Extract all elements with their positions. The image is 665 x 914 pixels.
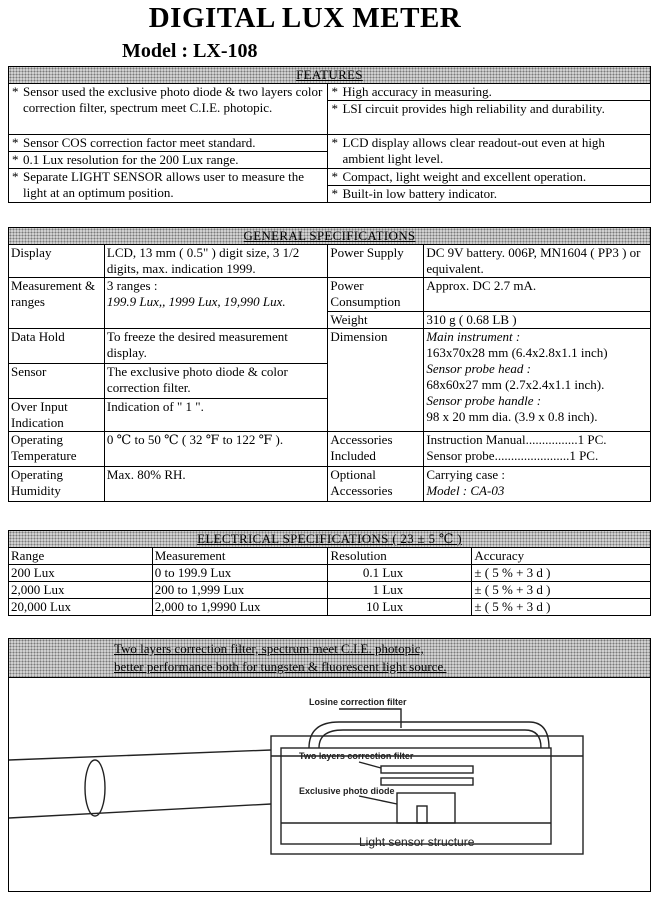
model-number: Model : LX-108	[122, 40, 258, 62]
label-structure: Light sensor structure	[359, 835, 475, 849]
table-row	[9, 599, 651, 616]
dimension-label: Dimension	[328, 329, 424, 432]
dimension-value: Main instrument : 163x70x28 mm (6.4x2.8x1.1 inch) Sensor probe head : 68x60x27 mm (2.7x2.4x1.1 inch). Sensor probe handle : 98 x 20 mm dia. (3.9 x 0.8 inch).	[424, 329, 651, 432]
feature-item: * 0.1 Lux resolution for the 200 Lux range.	[9, 152, 328, 169]
accessories-label: Accessories Included	[328, 432, 424, 467]
measurement-value: 3 ranges : 199.9 Lux,, 1999 Lux, 19,990 Lux.	[104, 278, 328, 329]
accuracy-cell: ± ( 5 % + 3 d )	[472, 599, 651, 616]
feature-item: * Sensor used the exclusive photo diode & two layers color correction filter, spectrum meet C.I.E. photopic.	[9, 84, 328, 135]
table-row	[9, 565, 651, 582]
caption-line-2: better performance both for tungsten & fluorescent light source.	[114, 659, 447, 674]
label-cosine-filter: Losine correction filter	[309, 697, 407, 707]
feature-item: * Separate LIGHT SENSOR allows user to measure the light at an optimum position.	[9, 169, 328, 203]
weight-label: Weight	[328, 311, 424, 328]
accessories-value: Instruction Manual................1 PC. Sensor probe.......................1 PC.	[424, 432, 651, 467]
operating-humidity-label: Operating Humidity	[9, 467, 105, 502]
sensor-value: The exclusive photo diode & color correction filter.	[104, 364, 328, 399]
over-input-label: Over Input Indication	[9, 399, 105, 432]
operating-temperature-value: 0 ℃ to 50 ℃ ( 32 ℉ to 122 ℉ ).	[104, 432, 328, 467]
page-title: DIGITAL LUX METER	[148, 2, 462, 34]
electrical-specs-table	[8, 547, 651, 616]
electrical-specs-header: ELECTRICAL SPECIFICATIONS ( 23 ± 5 ℃ )	[8, 530, 651, 548]
feature-item: * Compact, light weight and excellent operation.	[328, 169, 651, 186]
sensor-diagram-box	[8, 638, 651, 892]
display-value: LCD, 13 mm ( 0.5" ) digit size, 3 1/2 digits, max. indication 1999.	[104, 245, 328, 278]
sensor-label: Sensor	[9, 364, 105, 399]
features-table	[8, 83, 651, 203]
range-cell: 2,000 Lux	[9, 582, 153, 599]
measurement-cell: 2,000 to 1,9990 Lux	[152, 599, 328, 616]
measurement-cell: 200 to 1,999 Lux	[152, 582, 328, 599]
data-hold-label: Data Hold	[9, 329, 105, 364]
operating-temperature-label: Operating Temperature	[9, 432, 105, 467]
range-cell: 200 Lux	[9, 565, 153, 582]
diagram-caption	[9, 639, 650, 678]
power-supply-label: Power Supply	[328, 245, 424, 278]
column-header-accuracy: Accuracy	[472, 548, 651, 565]
power-consumption-label: Power Consumption	[328, 278, 424, 312]
general-specs-header: GENERAL SPECIFICATIONS	[8, 227, 651, 245]
caption-line-1: Two layers correction filter, spectrum meet C.I.E. photopic,	[114, 641, 424, 656]
feature-item: * LCD display allows clear readout-out even at high ambient light level.	[328, 135, 651, 169]
column-header-resolution: Resolution	[328, 548, 472, 565]
label-photo-diode: Exclusive photo diode	[299, 786, 395, 796]
general-specs-table	[8, 244, 651, 502]
range-cell: 20,000 Lux	[9, 599, 153, 616]
resolution-cell: 0.1 Lux	[328, 565, 472, 582]
over-input-value: Indication of " 1 ".	[104, 399, 328, 432]
light-sensor-structure-drawing	[9, 678, 650, 891]
features-header: FEATURES	[8, 66, 651, 84]
operating-humidity-value: Max. 80% RH.	[104, 467, 328, 502]
optional-accessories-value: Carrying case : Model : CA-03	[424, 467, 651, 502]
data-hold-value: To freeze the desired measurement display.	[104, 329, 328, 364]
column-header-measurement: Measurement	[152, 548, 328, 565]
feature-item: * Built-in low battery indicator.	[328, 186, 651, 203]
measurement-cell: 0 to 199.9 Lux	[152, 565, 328, 582]
column-header-range: Range	[9, 548, 153, 565]
label-two-layers-filter: Two layers correction filter	[299, 751, 414, 761]
feature-item: * High accuracy in measuring.	[328, 84, 651, 101]
power-consumption-value: Approx. DC 2.7 mA.	[424, 278, 651, 312]
feature-item: * LSI circuit provides high reliability and durability.	[328, 101, 651, 135]
feature-item: * Sensor COS correction factor meet standard.	[9, 135, 328, 152]
accuracy-cell: ± ( 5 % + 3 d )	[472, 565, 651, 582]
accuracy-cell: ± ( 5 % + 3 d )	[472, 582, 651, 599]
resolution-cell: 1 Lux	[328, 582, 472, 599]
display-label: Display	[9, 245, 105, 278]
table-row	[9, 582, 651, 599]
weight-value: 310 g ( 0.68 LB )	[424, 311, 651, 328]
resolution-cell: 10 Lux	[328, 599, 472, 616]
measurement-label: Measurement & ranges	[9, 278, 105, 329]
optional-accessories-label: Optional Accessories	[328, 467, 424, 502]
power-supply-value: DC 9V battery. 006P, MN1604 ( PP3 ) or equivalent.	[424, 245, 651, 278]
